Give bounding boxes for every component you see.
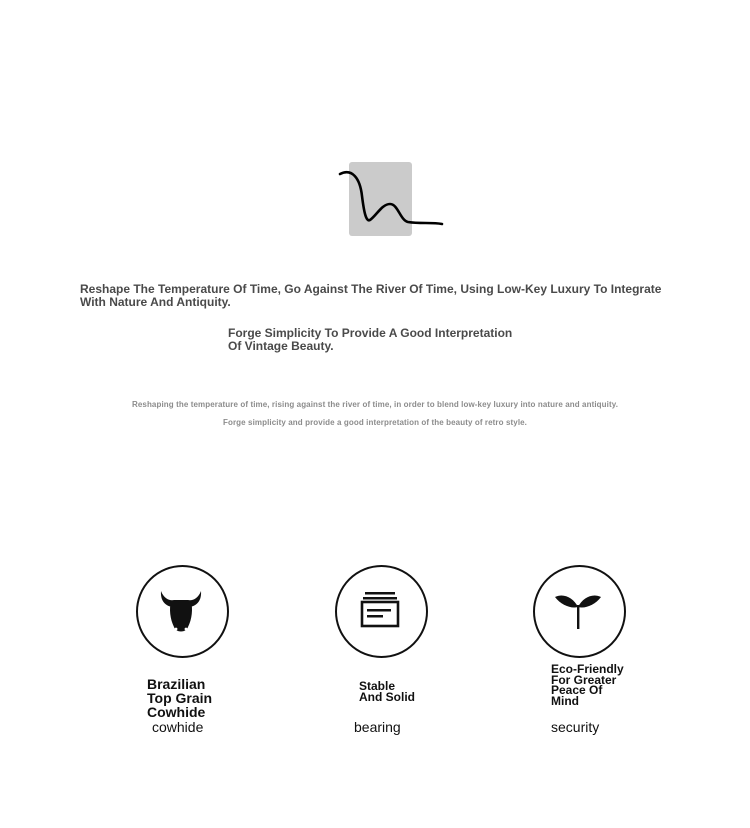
- sprout-icon: [535, 567, 621, 653]
- brand-logo-icon: [330, 160, 450, 240]
- feature-title-bearing: Stable And Solid: [359, 679, 415, 704]
- feature-circle-cowhide: [136, 565, 229, 658]
- subline-text: Forge Simplicity To Provide A Good Interpretation Of Vintage Beauty.: [228, 326, 513, 353]
- headline-text: Reshape The Temperature Of Time, Go Against The River Of Time, Using Low-Key Luxury To Integrate With Nature And Antiquity.: [80, 282, 662, 309]
- feature-circle-bearing: [335, 565, 428, 658]
- layered-document-icon: [337, 567, 423, 653]
- feature-title-cowhide: Brazilian Top Grain Cowhide: [147, 676, 213, 720]
- english-line-2: Forge simplicity and provide a good interpretation of the beauty of retro style.: [222, 418, 528, 427]
- feature-subtitle-security: security: [551, 719, 600, 735]
- bull-head-icon: [138, 567, 224, 653]
- feature-circle-security: [533, 565, 626, 658]
- feature-subtitle-bearing: bearing: [354, 719, 401, 735]
- feature-subtitle-cowhide: cowhide: [152, 719, 204, 735]
- english-line-1: Reshaping the temperature of time, rising against the river of time, in order to blend low-key luxury into nature and antiquity.: [131, 400, 619, 409]
- feature-title-security: Eco-Friendly For Greater Peace Of Mind: [551, 662, 624, 708]
